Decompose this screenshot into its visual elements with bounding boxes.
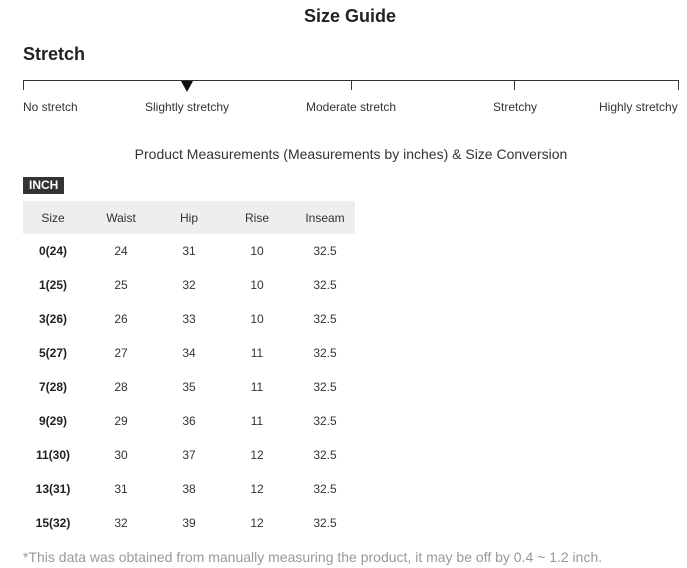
stretch-tick bbox=[514, 80, 515, 90]
measurement-cell: 11 bbox=[250, 414, 264, 428]
measurement-cell: 24 bbox=[114, 244, 128, 258]
stretch-tick bbox=[678, 80, 679, 90]
column-header-rise: Rise bbox=[219, 201, 295, 234]
stretch-level-moderate: Moderate stretch bbox=[306, 100, 397, 114]
size-cell: 7(28) bbox=[38, 380, 67, 394]
table-row bbox=[23, 268, 355, 302]
measurement-cell: 32.5 bbox=[313, 380, 337, 394]
measurement-cell: 29 bbox=[114, 414, 128, 428]
column-header-inseam: Inseam bbox=[295, 201, 355, 234]
stretch-tick bbox=[351, 80, 352, 90]
measurement-cell: 32 bbox=[114, 516, 128, 530]
column-header-waist: Waist bbox=[83, 201, 159, 234]
column-header-size: Size bbox=[23, 201, 83, 234]
measurement-cell: 32.5 bbox=[313, 414, 337, 428]
size-cell: 3(26) bbox=[38, 312, 67, 326]
measurement-cell: 31 bbox=[114, 482, 128, 496]
measurement-cell: 37 bbox=[182, 448, 196, 462]
measurement-cell: 32.5 bbox=[313, 312, 337, 326]
table-row bbox=[23, 438, 355, 472]
unit-badge: INCH bbox=[23, 177, 64, 194]
size-cell: 11(30) bbox=[35, 448, 71, 462]
table-row bbox=[23, 472, 355, 506]
size-cell: 5(27) bbox=[38, 346, 67, 360]
measurement-cell: 10 bbox=[250, 244, 264, 258]
table-header-row bbox=[23, 201, 355, 234]
measurement-cell: 32 bbox=[182, 278, 196, 292]
size-table bbox=[23, 201, 355, 540]
table-row bbox=[23, 404, 355, 438]
stretch-level-stretchy: Stretchy bbox=[493, 100, 538, 114]
size-cell: 0(24) bbox=[38, 244, 67, 258]
measurement-cell: 32.5 bbox=[313, 346, 337, 360]
measurement-cell: 34 bbox=[182, 346, 196, 360]
measurement-cell: 27 bbox=[114, 346, 128, 360]
measurement-cell: 39 bbox=[182, 516, 196, 530]
measurement-cell: 10 bbox=[250, 312, 264, 326]
size-cell: 1(25) bbox=[38, 278, 67, 292]
measurement-cell: 11 bbox=[250, 380, 264, 394]
measurement-cell: 38 bbox=[182, 482, 196, 496]
size-guide-title: Size Guide bbox=[303, 6, 397, 26]
stretch-level-slight: Slightly stretchy bbox=[145, 100, 230, 114]
stretch-heading: Stretch bbox=[23, 44, 86, 64]
measurement-cell: 28 bbox=[114, 380, 128, 394]
measurement-cell: 12 bbox=[250, 516, 264, 530]
measurement-cell: 10 bbox=[250, 278, 264, 292]
stretch-level-none: No stretch bbox=[23, 100, 78, 114]
measurements-subtitle: Product Measurements (Measurements by inches) & Size Conversion bbox=[134, 146, 568, 162]
table-row bbox=[23, 370, 355, 404]
table-row bbox=[23, 336, 355, 370]
measurement-cell: 36 bbox=[182, 414, 196, 428]
measurement-cell: 30 bbox=[114, 448, 128, 462]
stretch-marker-icon bbox=[181, 81, 193, 92]
measurement-cell: 31 bbox=[182, 244, 196, 258]
table-row bbox=[23, 302, 355, 336]
table-row bbox=[23, 506, 355, 540]
measurement-cell: 32.5 bbox=[313, 278, 337, 292]
measurement-cell: 33 bbox=[182, 312, 196, 326]
stretch-tick bbox=[23, 80, 24, 90]
column-header-hip: Hip bbox=[159, 201, 219, 234]
table-row bbox=[23, 234, 355, 268]
measurement-cell: 12 bbox=[250, 448, 264, 462]
size-cell: 15(32) bbox=[35, 516, 71, 530]
size-cell: 9(29) bbox=[38, 414, 67, 428]
measurement-cell: 11 bbox=[250, 346, 264, 360]
measurement-cell: 25 bbox=[114, 278, 128, 292]
measurement-cell: 26 bbox=[114, 312, 128, 326]
measurement-cell: 32.5 bbox=[313, 244, 337, 258]
measurement-cell: 32.5 bbox=[313, 516, 337, 530]
measurement-cell: 12 bbox=[250, 482, 264, 496]
measurement-cell: 35 bbox=[182, 380, 196, 394]
measurement-cell: 32.5 bbox=[313, 482, 337, 496]
stretch-level-high: Highly stretchy bbox=[599, 100, 678, 114]
measurement-cell: 32.5 bbox=[313, 448, 337, 462]
measurement-note: *This data was obtained from manually measuring the product, it may be off by 0.4 ~ 1.2 inch. bbox=[23, 549, 603, 565]
size-cell: 13(31) bbox=[35, 482, 71, 496]
